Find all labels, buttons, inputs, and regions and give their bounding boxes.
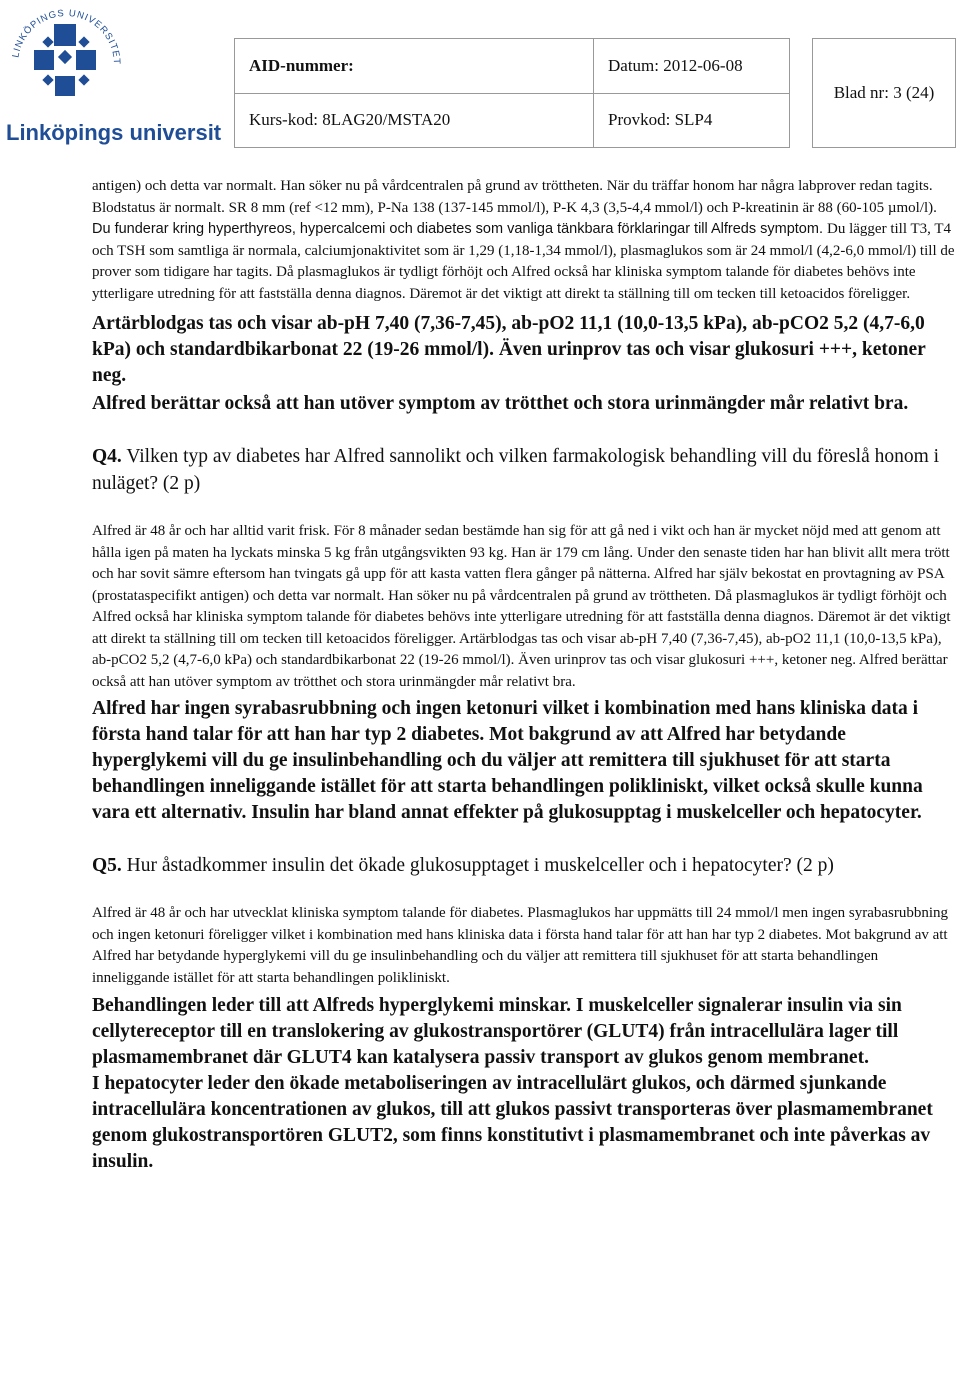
- bold-paragraph-muscle: Behandlingen leder till att Alfreds hyperglykemi minskar. I muskelceller signalerar insulin via sin cellytereceptor till en translokering av glukostransportörer (GLUT4) från intracellulära lager till plasmamembranet där GLUT4 kan katalysera passiv transport av glukos genom membranet.: [92, 995, 902, 1068]
- case-paragraph-1: [92, 176, 956, 305]
- question-q5: [92, 852, 956, 879]
- page-number-label: Blad nr: 3 (24): [833, 83, 935, 102]
- exam-code-label: Provkod: SLP4: [594, 93, 790, 148]
- logo-ring-text: LINKÖPINGS UNIVERSITET: [10, 7, 123, 66]
- case-paragraph-2: Alfred är 48 år och har alltid varit frisk. För 8 månader sedan bestämde han sig för att gå ned i vikt och han är mycket nöjd med att genom att hålla igen på maten ha lyckats minska 5 kg från utgångsvikten 93 kg. Han är 179 cm lång. Under den senaste tiden har han blivit allt mera trött och har sovit sämre eftersom han tvingats gå upp för att kasta vatten flera gånger på nätterna. Alfred har själv bekostat en provtagning av PSA (prostataspecifikt antigen) och detta var normalt. Han söker nu på vårdcentralen på grund av tröttheten. Då plasmaglukos är tydligt förhöjt och Alfred också har kliniska symptom talande för diabetes behövs inte ytterligare utredning för att fastställa denna diagnos. Däremot är det viktigt att direkt ta ställning till om tecken till ketoacidos föreligger. Artärblodgas tas och visar ab-pH 7,40 (7,36-7,45), ab-pO2 11,1 (10,0-13,5 kPa), ab-pCO2 5,2 (4,7-6,0 kPa) och standardbikarbonat 22 (19-26 mmol/l). Även urinprov tas och visar glukosuri +++, ketoner neg. Alfred berättar också att han utöver symptom av trötthet och stora urinmängder mår relativt bra.: [92, 523, 951, 690]
- case-text-a: antigen) och detta var normalt. Han söker nu på vårdcentralen på grund av tröttheten. När du träffar honom har några labprover redan tagits. Blodstatus är normalt. SR 8 mm (ref <12 mm), P-Na 138 (137-145 mmol/l), P-K 4,3 (3,5-4,4 mmol/l) och P-kreatinin är 88 (60-105 µmol/l).: [92, 178, 937, 216]
- question-q4-text: Vilken typ av diabetes har Alfred sannolikt och vilken farmakologisk behandling vill du föreslå honom i nuläget? (2 p): [92, 446, 940, 494]
- course-code-label: Kurs-kod: 8LAG20/MSTA20: [235, 93, 594, 148]
- question-q5-text: Hur åstadkommer insulin det ökade glukosupptaget i muskelceller och i hepatocyter? (2 p): [121, 855, 834, 876]
- bold-paragraph-answer-q4: Alfred har ingen syrabasrubbning och ingen ketonuri vilket i kombination med hans kliniska data i första hand talar för att han har typ 2 diabetes. Mot bakgrund av att Alfred har betydande hyperglykemi vill du ge insulinbehandling och du väljer att remittera till sjukhuset för att starta behandlingen inneliggande istället för att starta behandlingen polikliniskt, vilket också skulle kunna vara ett alternativ. Insulin har bland annat effekter på glukosupptag i muskelceller och hepatocyter.: [92, 698, 923, 823]
- date-label: Datum: 2012-06-08: [594, 39, 790, 94]
- logo-emblem-icon: [4, 2, 222, 152]
- bold-paragraph-symptoms: Alfred berättar också att han utöver symptom av trötthet och stora urinmängder mår relativt bra.: [92, 393, 909, 414]
- document-body: [92, 176, 956, 1175]
- bold-paragraph-bloodgas: Artärblodgas tas och visar ab-pH 7,40 (7,36-7,45), ab-pO2 11,1 (10,0-13,5 kPa), ab-pCO2 5,2 (4,7-6,0 kPa) och standardbikarbonat 22 (19-26 mmol/l). Även urinprov tas och visar glukosuri +++, ketoner neg.: [92, 313, 926, 386]
- question-q4-label: Q4.: [92, 446, 122, 467]
- logo-wordmark: Linköpings universitet: [6, 120, 222, 145]
- case-paragraph-3: Alfred är 48 år och har utvecklat kliniska symptom talande för diabetes. Plasmaglukos har uppmätts till 24 mmol/l men ingen syrabasrubbning och ingen ketonuri föreligger vilket i kombination med hans kliniska data i första hand talar för att han har typ 2 diabetes. Mot bakgrund av att Alfred har betydande hyperglykemi vill du ge insulinbehandling och du väljer att remittera till sjukhuset för att starta behandlingen inneliggande istället för att starta behandlingen polikliniskt.: [92, 905, 949, 986]
- question-q4: [92, 443, 956, 497]
- aid-number-label: AID-nummer:: [235, 39, 594, 94]
- case-text-b: Du funderar kring hyperthyreos, hypercalcemi och diabetes som vanliga tänkbara förklaringar till Alfreds symptom.: [92, 221, 828, 237]
- university-logo: [4, 2, 222, 152]
- page-number-box: [812, 38, 956, 148]
- case-text-c: Du lägger till T3, T4 och TSH som samtliga är normala, calciumjonaktivitet som är 1,29 (1,18-1,34 mmol/l), plasmaglukos som är 24 mmol/l (4,2-6,0 mmol/l) till de prover som tidigare har tagits. Då plasmaglukos är tydligt förhöjt och Alfred också har kliniska symptom talande för diabetes behövs inte ytterligare utredning för att fastställa denna diagnos. Däremot är det viktigt att direkt ta ställning till om tecken till ketoacidos föreligger.: [92, 221, 955, 302]
- question-q5-label: Q5.: [92, 855, 122, 876]
- bold-paragraph-hepatocyte: I hepatocyter leder den ökade metaboliseringen av intracellulärt glukos, och därmed sjunkande intracellulära koncentrationen av glukos, till att glukos passivt transporteras över plasmamembranet genom glukostransportören GLUT2, som finns konstitutivt i plasmamembranet och inte påverkas av insulin.: [92, 1073, 933, 1172]
- header-info-table: [234, 38, 790, 148]
